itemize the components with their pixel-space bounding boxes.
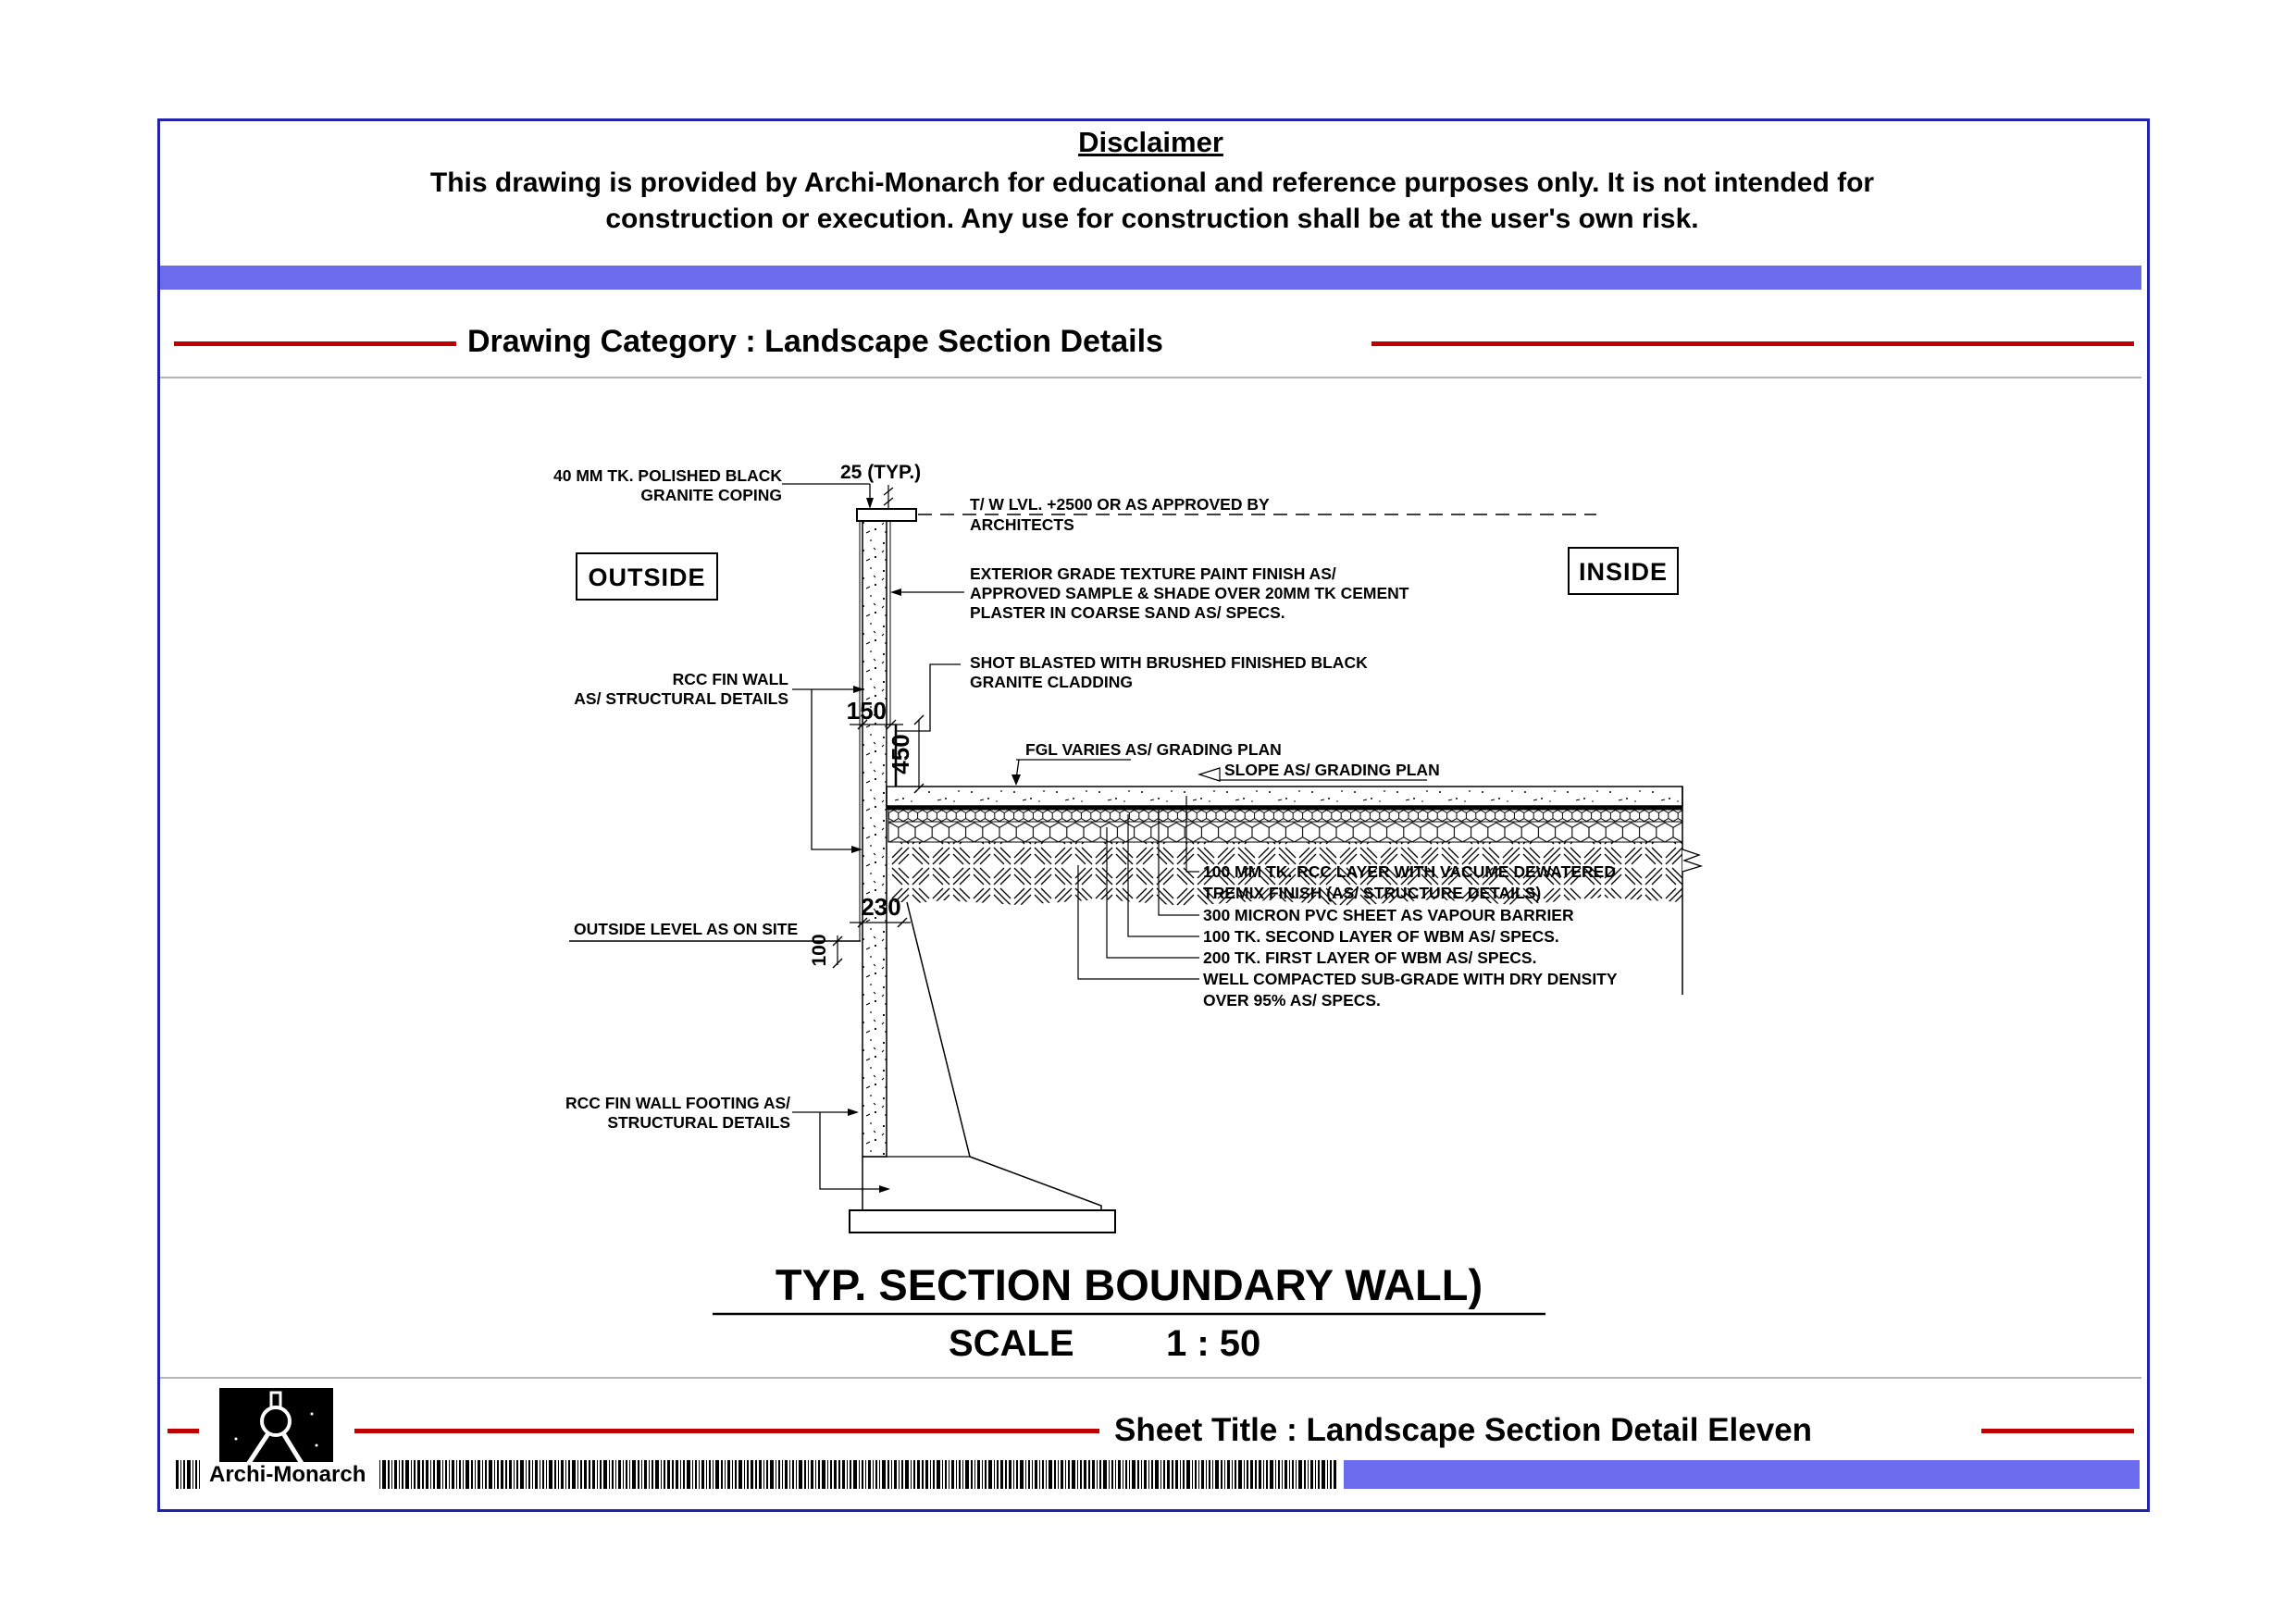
rcc-wall-body <box>863 521 887 1157</box>
label-coping-2: GRANITE COPING <box>640 486 782 504</box>
drawing-scale-label: SCALE <box>949 1323 1074 1364</box>
wbm-second-layer <box>888 810 1682 822</box>
label-twl-1: T/ W LVL. +2500 OR AS APPROVED BY <box>970 495 1270 514</box>
label-outlevel: OUTSIDE LEVEL AS ON SITE <box>574 920 799 938</box>
label-inside: INSIDE <box>1578 558 1669 586</box>
label-shot-2: GRANITE CLADDING <box>970 673 1133 691</box>
footer-red-dash <box>168 1429 199 1433</box>
disclaimer-line1: This drawing is provided by Archi-Monarch for educational and reference purposes only. It is not intended for <box>429 167 1875 198</box>
label-layer3: 100 TK. SECOND LAYER OF WBM AS/ SPECS. <box>1203 927 1559 946</box>
sheet-title: Sheet Title : Landscape Section Detail Eleven <box>1114 1412 1813 1448</box>
category-redline-left <box>174 341 456 346</box>
label-shot-1: SHOT BLASTED WITH BRUSHED FINISHED BLACK <box>970 653 1368 672</box>
drawing-scale-value: 1 : 50 <box>1166 1323 1261 1364</box>
inside-box <box>1569 548 1678 594</box>
footing-base-plate <box>850 1210 1115 1233</box>
label-layer4: 200 TK. FIRST LAYER OF WBM AS/ SPECS. <box>1203 948 1537 967</box>
label-outside: OUTSIDE <box>588 564 706 591</box>
label-layer1b: TREMIX FINISH (AS/ STRUCTURE DETAILS) <box>1203 884 1542 902</box>
category-divider <box>160 377 2141 378</box>
disclaimer-text <box>222 165 2082 237</box>
label-fgl: FGL VARIES AS/ GRADING PLAN <box>1025 740 1282 759</box>
label-footing-1: RCC FIN WALL FOOTING AS/ <box>565 1094 790 1112</box>
disclaimer-line2: construction or execution. Any use for construction shall be at the user's own risk. <box>605 204 1699 234</box>
label-dim-25: 25 (TYP.) <box>840 462 922 483</box>
category-redline-right <box>1371 341 2134 346</box>
label-layer5b: OVER 95% AS/ SPECS. <box>1203 991 1381 1010</box>
category-title: Drawing Category : Landscape Section Details <box>467 324 1163 359</box>
label-rccwall-1: RCC FIN WALL <box>672 670 788 688</box>
label-dim-100: 100 <box>809 934 830 967</box>
pvc-sheet-layer <box>887 806 1682 810</box>
label-layer5a: WELL COMPACTED SUB-GRADE WITH DRY DENSITY <box>1203 970 1618 988</box>
footer-divider <box>160 1377 2141 1379</box>
footer-redline-left <box>354 1429 1099 1433</box>
label-coping-1: 40 MM TK. POLISHED BLACK <box>553 466 782 485</box>
wbm-first-layer <box>888 822 1682 842</box>
label-ext-2: APPROVED SAMPLE & SHADE OVER 20MM TK CEMENT <box>970 584 1409 602</box>
bottom-divider-bar <box>1344 1460 2140 1489</box>
outside-box <box>577 553 717 600</box>
label-slope: SLOPE AS/ GRADING PLAN <box>1224 761 1440 779</box>
footer-redline-right <box>1981 1429 2134 1433</box>
drawing-title: TYP. SECTION BOUNDARY WALL) <box>775 1260 1483 1309</box>
label-dim-150: 150 <box>846 697 887 725</box>
label-rccwall-2: AS/ STRUCTURAL DETAILS <box>574 689 788 708</box>
top-divider-bar <box>160 266 2141 290</box>
disclaimer-title: Disclaimer <box>1078 126 1223 158</box>
down-arrowhead <box>866 498 874 509</box>
label-layer1a: 100 MM TK. RCC LAYER WITH VACUME DEWATERED <box>1203 862 1616 881</box>
label-ext-1: EXTERIOR GRADE TEXTURE PAINT FINISH AS/ <box>970 564 1336 583</box>
label-ext-3: PLASTER IN COARSE SAND AS/ SPECS. <box>970 603 1285 622</box>
brand-name: Archi-Monarch <box>204 1462 371 1488</box>
footing <box>850 902 1115 1233</box>
label-dim-450: 450 <box>887 734 914 774</box>
label-dim-230: 230 <box>861 893 901 921</box>
label-footing-2: STRUCTURAL DETAILS <box>607 1113 790 1132</box>
label-layer2: 300 MICRON PVC SHEET AS VAPOUR BARRIER <box>1203 906 1574 924</box>
label-twl-2: ARCHITECTS <box>970 515 1074 534</box>
granite-coping <box>857 509 916 521</box>
break-symbol <box>1682 849 1701 872</box>
section-drawing <box>157 398 2147 1375</box>
